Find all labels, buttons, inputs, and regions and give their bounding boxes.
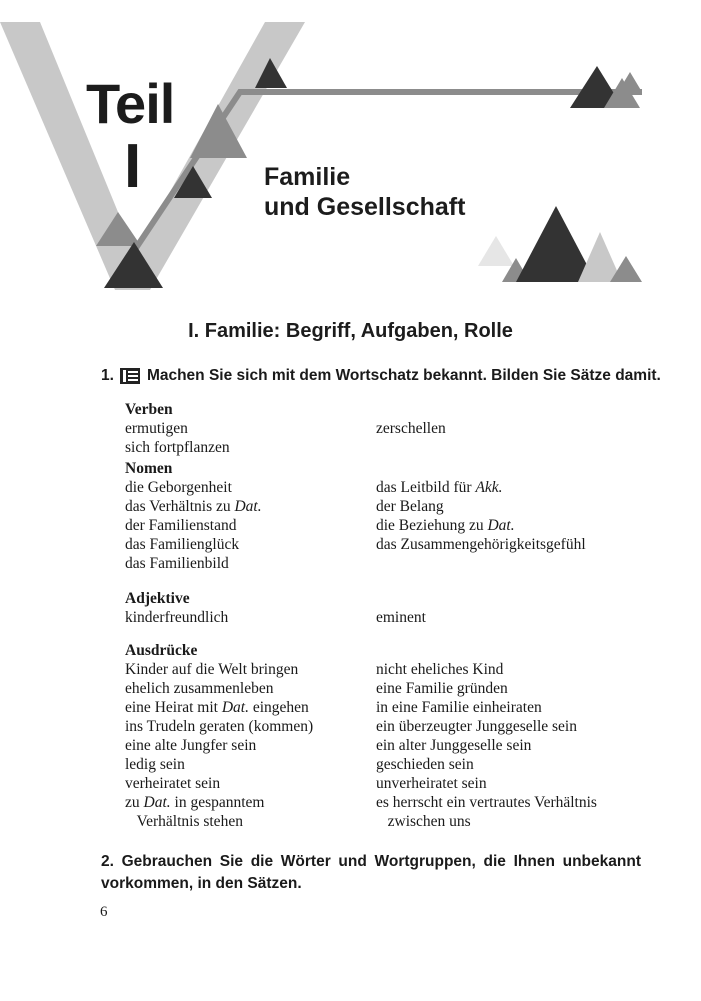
rows-nomen (125, 478, 665, 573)
vocab-term-left: ins Trudeln geraten (kommen) (125, 718, 314, 735)
vocab-term-left: ermutigen (125, 420, 188, 437)
vocab-row (125, 438, 665, 457)
vocab-row (125, 608, 665, 627)
vocab-term-right: zwischen uns (376, 813, 471, 830)
vocab-term-right: zerschellen (376, 420, 446, 437)
vocab-row (125, 419, 665, 438)
subtitle-line-1: Familie (264, 163, 351, 191)
vocab-term-left: der Familienstand (125, 517, 237, 534)
vocab-term-right: unverheiratet sein (376, 775, 487, 792)
vocab-term-right: geschieden sein (376, 756, 474, 773)
vocab-term-right: ein überzeugter Junggeselle sein (376, 718, 577, 735)
triangle-br-light (478, 236, 514, 266)
vocab-term-left: das Familienbild (125, 555, 229, 572)
vocab-term-left: die Geborgenheit (125, 479, 232, 496)
vocabulary-list (125, 400, 665, 831)
part-label: Teil (86, 72, 175, 135)
vocab-row (125, 535, 665, 554)
vocab-term-right: der Belang (376, 498, 444, 515)
vocab-row (125, 698, 665, 717)
vocab-term-right: das Zusammengehörigkeitsgefühl (376, 536, 586, 553)
vocab-row (125, 812, 665, 831)
header-decoration (0, 0, 701, 310)
task-1-number: 1. (101, 367, 114, 384)
vocab-term-left: sich fortpflanzen (125, 439, 230, 456)
task-1 (101, 367, 661, 385)
vocab-term-left: Kinder auf die Welt bringen (125, 661, 299, 678)
vocab-row (125, 755, 665, 774)
vocab-row (125, 793, 665, 812)
vocab-term-left: das Familienglück (125, 536, 240, 553)
task-1-text: Machen Sie sich mit dem Wortschatz bekannt. Bilden Sie Sätze damit. (146, 367, 661, 384)
vocab-row (125, 736, 665, 755)
subtitle-line-2: und Gesellschaft (264, 193, 466, 221)
part-number: I (124, 132, 142, 201)
rows-adjektive (125, 608, 665, 627)
vocab-row (125, 516, 665, 535)
vocab-term-right: nicht eheliches Kind (376, 661, 504, 678)
vocab-term-right: die Beziehung zu Dat. (376, 517, 515, 534)
heading-adjektive: Adjektive (125, 590, 190, 607)
vocab-term-left: eine alte Jungfer sein (125, 737, 257, 754)
heading-verben: Verben (125, 401, 173, 418)
vocab-term-left: verheiratet sein (125, 775, 221, 792)
vocab-row (125, 679, 665, 698)
vocab-row (125, 554, 665, 573)
book-icon (120, 367, 140, 385)
part-subtitle (264, 162, 465, 222)
vocab-term-left: zu Dat. in gespanntem (125, 794, 265, 811)
vocab-term-right: es herrscht ein vertrautes Verhältnis (376, 794, 597, 811)
vocab-term-right: ein alter Junggeselle sein (376, 737, 532, 754)
vocab-row (125, 660, 665, 679)
section-title: I. Familie: Begriff, Aufgaben, Rolle (188, 320, 513, 342)
vocab-term-left: Verhältnis stehen (125, 813, 243, 830)
vocab-term-right: eine Familie gründen (376, 680, 508, 697)
task-2: 2. Gebrauchen Sie die Wörter und Wortgruppen, die Ihnen unbekannt vorkommen, in den Sätzen. (101, 853, 641, 892)
vocab-term-left: kinderfreundlich (125, 609, 229, 626)
page-number: 6 (100, 904, 108, 920)
vocab-term-right: das Leitbild für Akk. (376, 479, 503, 496)
vocab-row (125, 478, 665, 497)
vocab-row (125, 774, 665, 793)
vocab-term-left: ehelich zusammenleben (125, 680, 274, 697)
vocab-row (125, 497, 665, 516)
vocab-term-right: eminent (376, 609, 426, 626)
heading-ausdruecke: Ausdrücke (125, 642, 198, 659)
vocab-term-right: in eine Familie einheiraten (376, 699, 542, 716)
vocab-term-left: ledig sein (125, 756, 185, 773)
rows-verben (125, 419, 665, 457)
heading-nomen: Nomen (125, 460, 173, 477)
vocab-term-left: eine Heirat mit Dat. eingehen (125, 699, 309, 716)
vocab-row (125, 717, 665, 736)
rows-ausdruecke (125, 660, 665, 831)
vocab-term-left: das Verhältnis zu Dat. (125, 498, 262, 515)
